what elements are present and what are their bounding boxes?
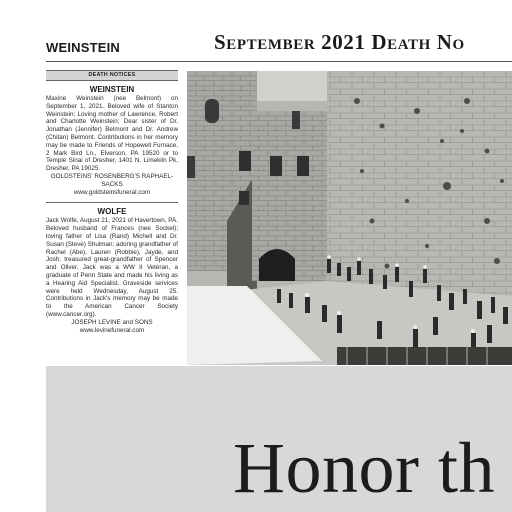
funeral-website-link[interactable]: www.levinefuneral.com <box>79 326 145 334</box>
funeral-home: GOLDSTEINS' ROSENBERG'S RAPHAEL-SACKS <box>50 172 174 188</box>
notice-name: WEINSTEIN <box>89 85 135 94</box>
funeral-home: JOSEPH LEVINE and SONS <box>71 318 153 326</box>
notice-body: Jack Wolfe, August 21, 2021 of Havertown, PA. Beloved husband of Frances (nee Sockel); loving father of Lisa (Rand) Michell and Dr. Susan (Steve) Shulman; adoring grandfather of Rachel (Abe), Lauren (Robbie), Jayde, and Josh; treasured great-grandfather of Spencer and Oliver. Jack was a WW II Veteran, a graduate of Penn State and made his living as a Hearing Aid Specialist. Graveside services were held Wednesday, August 25. Contributions in Jack's memory may be made to the American Cancer Society (www.cancer.org). <box>46 217 178 318</box>
page-title: September 2021 Death No <box>214 30 465 54</box>
western-wall-photo <box>187 71 512 365</box>
funeral-website-link[interactable]: www.goldsteinsfuneral.com <box>73 188 151 196</box>
banner-headline: Honor th <box>233 428 495 508</box>
header-rule <box>46 61 512 62</box>
notice-body: Maxine Weinstein (nee Belmont) on September 1, 2021. Beloved wife of Stanton Weinstein; Loving mother of Lawrence, Robert and Charlotte Weinstein; Dear sister of Dr. Jonathan (Jennifer) Belmont and Dr. Andrew (Chitan) Belmont. Contributions in her memory may be made to Friends of Hopewell Furnace, 2 Mark Bird Ln., Elverson, PA 19520 or to Temple Sinai of Dresher, 1401 N. Limekiln Pk, Dresher, PA 19025. <box>46 95 178 173</box>
notice-name: WOLFE <box>97 207 127 217</box>
notice-wolfe <box>46 207 178 334</box>
section-label: DEATH NOTICES <box>46 70 178 81</box>
notice-divider <box>46 202 178 203</box>
death-notices-column <box>46 70 178 334</box>
header-surname: WEINSTEIN <box>46 40 121 55</box>
notice-weinstein <box>46 85 178 196</box>
